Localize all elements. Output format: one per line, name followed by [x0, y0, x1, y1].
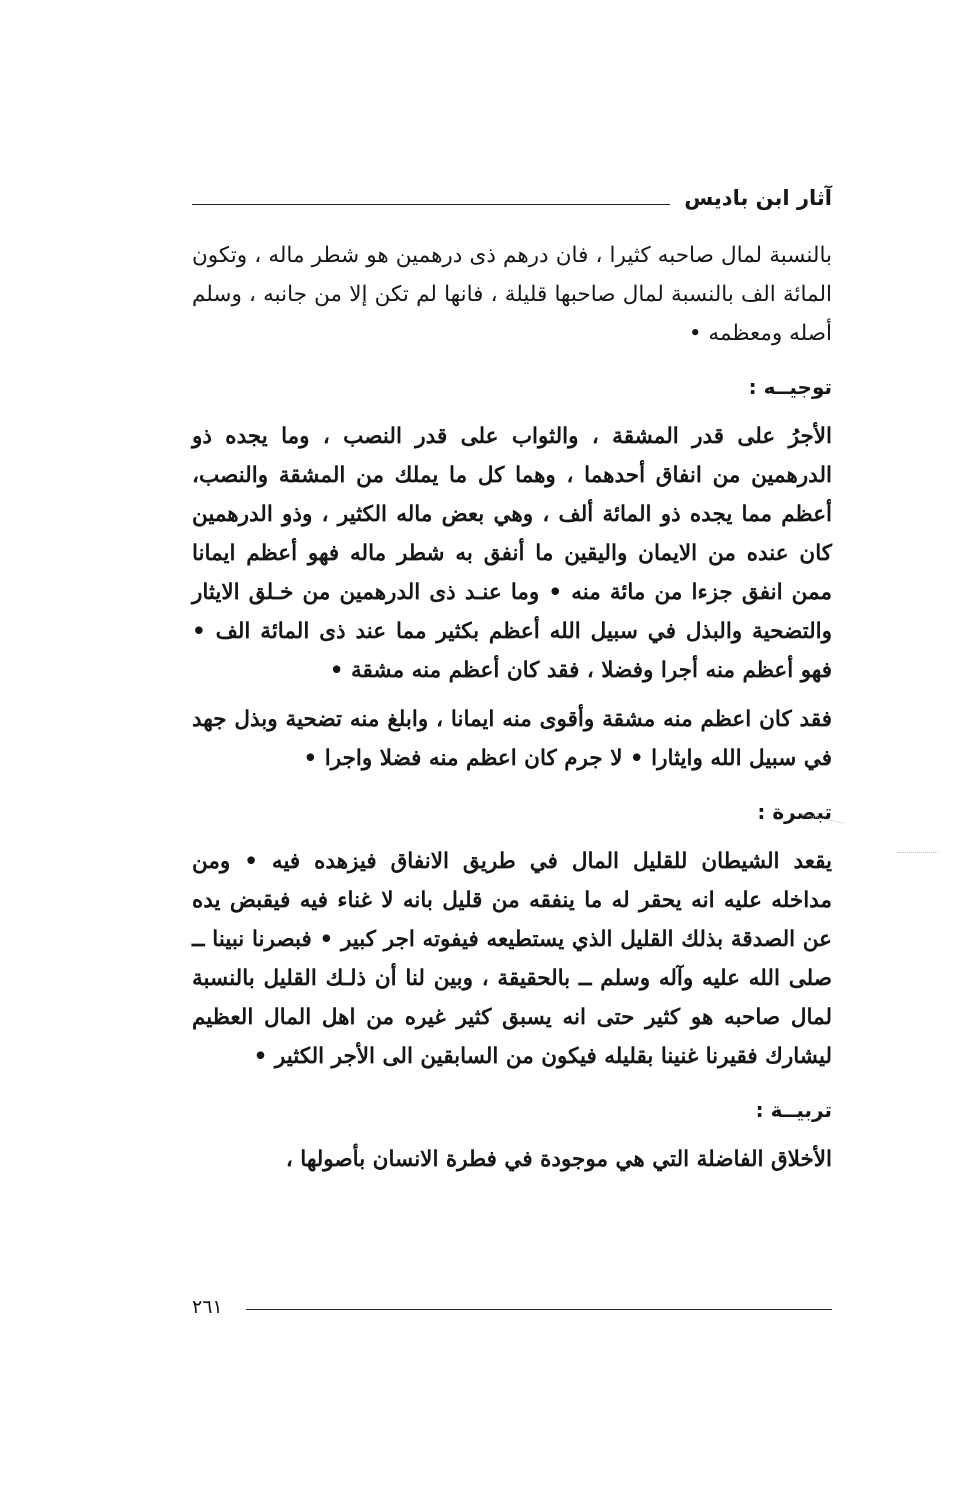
paragraph-tawjih: الأجرُ على قدر المشقة ، والثواب على قدر النصب ، وما يجده ذو الدرهمين من انفاق أحدهما ، وهما كل ما يملك من المشقة والنصب، أعظم مما يجده ذو المائة ألف ، وهي بعض ماله الكثير ، وذو الدرهمين كان عنده من الايمان واليقين ما أنفق به شطر ماله فهو أعظم ايمانا ممن انفق جزءا من مائة منه • وما عنـد ذى الدرهمين من خـلق الايثار والتضحية والبذل في سبيل الله أعظم بكثير مما عند ذى المائة الف • فهو أعظم منه أجرا وفضلا ، فقد كان أعظم منه مشقة •: [192, 424, 832, 683]
running-header-title: آثار ابن باديس: [684, 186, 832, 210]
section-heading-tawjih: توجيــه :: [748, 375, 832, 399]
paragraph-tarbiya: الأخلاق الفاضلة التي هي موجودة في فطرة الانسان بأصولها ،: [285, 1147, 832, 1172]
scan-artifact: [898, 852, 938, 853]
page-footer: [192, 1290, 832, 1324]
running-header: [192, 178, 832, 218]
header-rule: [192, 204, 670, 205]
page-number: ٢٦١: [192, 1296, 223, 1318]
section-heading-tabsira: تبصرة :: [757, 800, 832, 824]
paragraph-continuation: بالنسبة لمال صاحبه كثيرا ، فان درهم ذى درهمين هو شطر ماله ، وتكون المائة الف بالنسبة لمال صاحبها قليلة ، فانها لم تكن إلا من جانبه ، وسلم أصله ومعظمه •: [192, 243, 832, 346]
footer-rule: [246, 1309, 832, 1310]
section-heading-tarbiya: تربيــة :: [755, 1098, 832, 1122]
paragraph-tabsira: يقعد الشيطان للقليل المال في طريق الانفاق فيزهده فيه • ومن مداخله عليه انه يحقر له ما ينفقه من قليل بانه لا غناء فيه فيقبض يده عن الصدقة بذلك القليل الذي يستطيعه فيفوته اجر كبير • فبصرنا نبينا ــ صلى الله عليه وآله وسلم ــ بالحقيقة ، وبين لنا أن ذلـك القليل بالنسبة لمال صاحبه هو كثير حتى انه يسبق كثير غيره من اهل المال العظيم ليشارك فقيرنا غنينا بقليله فيكون من السابقين الى الأجر الكثير •: [192, 849, 832, 1069]
page-body: [192, 236, 832, 1179]
paragraph-summary: فقد كان اعظم منه مشقة وأقوى منه ايمانا ، وابلغ منه تضحية وبذل جهد في سبيل الله وايثارا • لا جرم كان اعظم منه فضلا واجرا •: [192, 707, 832, 771]
